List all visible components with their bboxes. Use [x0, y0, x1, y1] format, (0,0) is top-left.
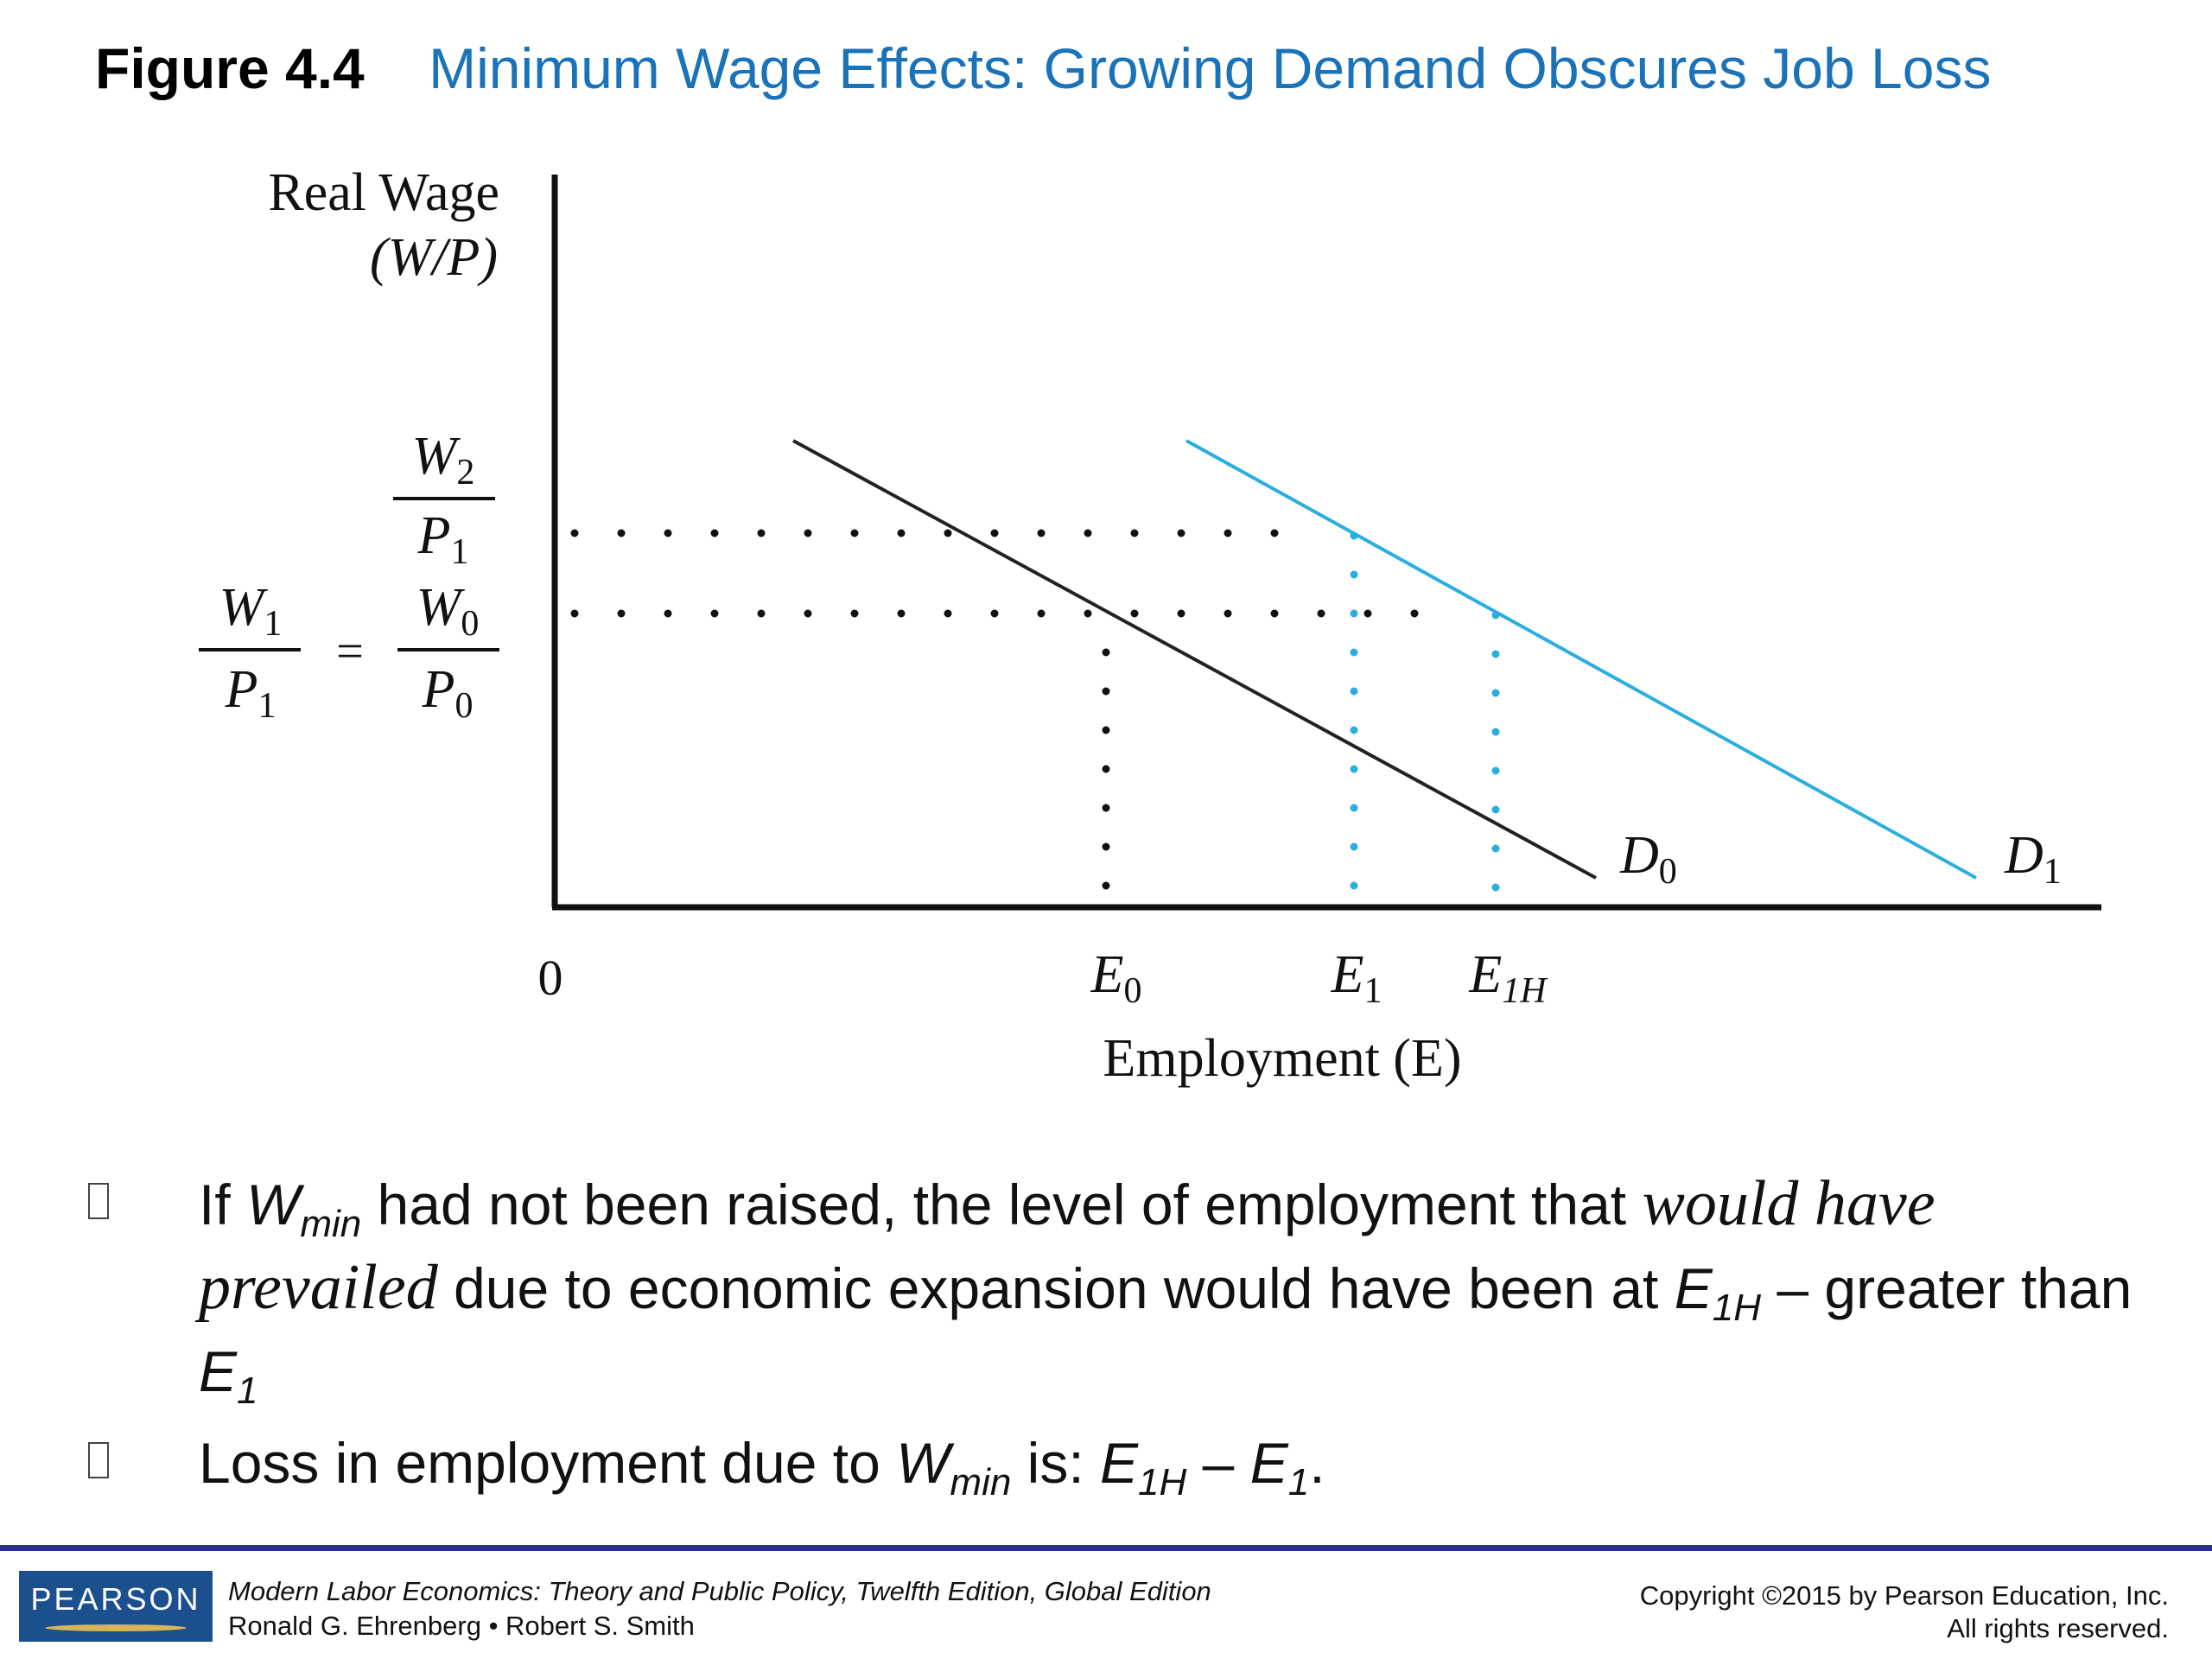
bullet1-wmin: $W_{min}$	[246, 1173, 362, 1245]
demand-curve-d1	[1186, 441, 1976, 878]
footer-copyright-block	[1640, 1580, 2169, 1645]
bullet-marker-icon	[88, 1183, 109, 1219]
footer-divider	[0, 1545, 2212, 1551]
logo-swoosh-icon	[45, 1624, 187, 1631]
bullet1-e1h: $E_{1H}$	[1674, 1256, 1761, 1329]
wage-lower-left-denominator: P1	[225, 660, 276, 726]
wage-upper-denominator: P1	[417, 506, 469, 572]
bullet2-e1h: $E_{1H}$	[1100, 1431, 1187, 1503]
wage-lower-right-numerator: W0	[416, 578, 480, 644]
footer-book-info	[228, 1574, 1211, 1643]
bullet1-emphasis: would have prevailed	[199, 1168, 1936, 1323]
label-e1h: E1H	[1469, 945, 1547, 1011]
origin-label: 0	[537, 950, 563, 1006]
bullet1-text-d: – greater than	[1761, 1256, 2133, 1320]
bullet-item-loss	[86, 1421, 2143, 1504]
pearson-logo	[19, 1571, 213, 1642]
y-axis-label-line2: (W/P)	[369, 228, 498, 287]
x-axis-label: Employment (E)	[1103, 1029, 1462, 1088]
y-axis-label-line1: Real Wage	[268, 163, 499, 222]
bullet1-text-c: due to economic expansion would have been at	[437, 1256, 1675, 1320]
footer	[0, 1555, 2212, 1659]
bullet-marker-icon	[88, 1442, 109, 1478]
bullet1-text-b: had not been raised, the level of employment that	[361, 1173, 1643, 1236]
footer-authors: Ronald G. Ehrenberg • Robert S. Smith	[228, 1611, 695, 1641]
demand-curve-d0	[793, 441, 1596, 878]
figure-number: Figure 4.4	[95, 36, 365, 100]
bullet1-e1: $E_1$	[199, 1339, 258, 1412]
bullet2-minus: –	[1186, 1431, 1250, 1495]
bullet-item-counterfactual	[86, 1162, 2143, 1413]
bullet2-period: .	[1309, 1431, 1325, 1495]
footer-rights: All rights reserved.	[1947, 1613, 2169, 1643]
wage-lower-left-numerator: W1	[219, 578, 283, 644]
bullet-list	[86, 1162, 2143, 1513]
wage-lower-right-denominator: P0	[422, 660, 474, 726]
label-d1: D1	[2005, 826, 2062, 892]
wage-upper-numerator: W2	[411, 427, 475, 493]
label-d0: D0	[1620, 826, 1677, 892]
label-e1: E1	[1331, 945, 1382, 1011]
footer-book-title: Modern Labor Economics: Theory and Public Policy, Twelfth Edition, Global Edition	[228, 1576, 1211, 1606]
bullet2-text-a: Loss in employment due to	[199, 1431, 897, 1495]
wage-equals-sign: =	[336, 625, 364, 678]
bullet1-text-a: If	[199, 1173, 247, 1236]
label-e0: E0	[1090, 945, 1142, 1011]
bullet2-text-b: is:	[1011, 1431, 1101, 1495]
figure-title: Minimum Wage Effects: Growing Demand Obscures Job Loss	[429, 36, 1992, 100]
footer-copyright: Copyright ©2015 by Pearson Education, Inc.	[1639, 1580, 2169, 1611]
bullet2-e1: $E_1$	[1249, 1431, 1310, 1503]
pearson-logo-text: PEARSON	[30, 1581, 201, 1617]
bullet2-wmin: $W_{min}$	[896, 1431, 1012, 1503]
